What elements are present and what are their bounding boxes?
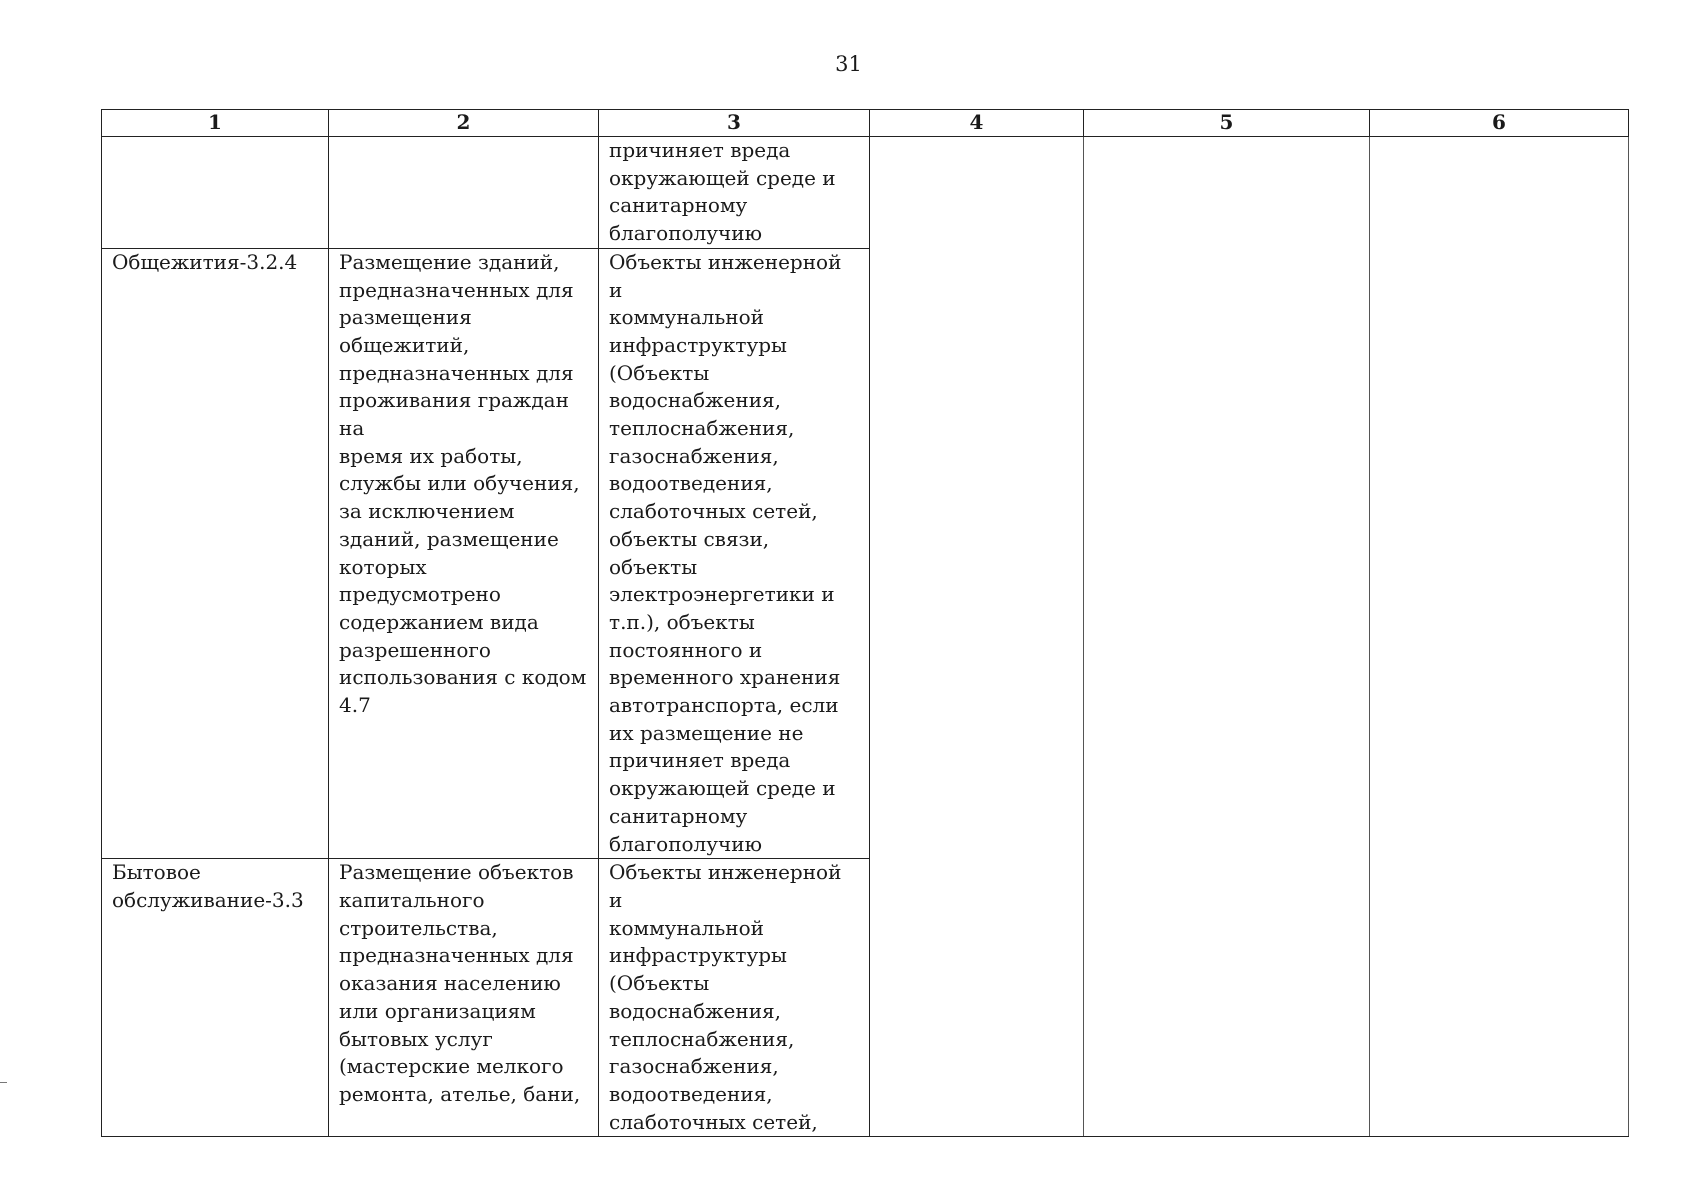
cell-text-line: (Объекты — [609, 360, 710, 385]
cell-text-line: постоянного и — [609, 637, 763, 662]
cell-text-line: Размещение объектов — [339, 860, 574, 885]
cell-text-line: капитального — [339, 887, 485, 912]
cell-text-line: санитарному — [609, 193, 748, 218]
cell-text-line: инфраструктуры — [609, 943, 787, 968]
cell-text-line: объекты связи, объекты — [609, 526, 770, 579]
cell-text-line: теплоснабжения, — [609, 416, 795, 441]
cell-text-line: водоотведения, — [609, 471, 773, 496]
cell-text-line: предназначенных для — [339, 943, 574, 968]
cell-text-line: общежитий, — [339, 332, 470, 357]
cell-text-line: (мастерские мелкого — [339, 1054, 564, 1079]
table-row — [102, 859, 1629, 1137]
header-col-5: 5 — [1084, 110, 1370, 137]
table-cell-col-2 — [329, 248, 599, 858]
cell-text-line: причиняет вреда — [609, 138, 791, 162]
cell-text-line: газоснабжения, — [609, 443, 779, 468]
cell-text-line: благополучию — [609, 831, 762, 856]
cell-text-line: за исключением — [339, 499, 515, 524]
table-cell-col-3 — [599, 248, 870, 858]
table-cell-col-1 — [102, 137, 329, 249]
cell-text-line: благополучию — [609, 221, 762, 246]
table-cell-col-4 — [870, 248, 1084, 858]
cell-text-line: газоснабжения, — [609, 1054, 779, 1079]
cell-text-line: предназначенных для — [339, 277, 574, 302]
cell-text-line: предназначенных для — [339, 360, 574, 385]
cell-text-line: использования с кодом — [339, 665, 587, 690]
cell-text-line: временного хранения — [609, 665, 841, 690]
cell-text-line: коммунальной — [609, 305, 764, 330]
table-cell-col-1 — [102, 859, 329, 1137]
page-number: 31 — [835, 52, 862, 76]
cell-text-line: зданий, размещение — [339, 526, 559, 551]
table-cell-col-6 — [1370, 137, 1629, 249]
cell-text-line: бытовых услуг — [339, 1026, 493, 1051]
table-cell-col-6 — [1370, 248, 1629, 858]
cell-text-line: слаботочных сетей, — [609, 1109, 818, 1134]
cell-text-line: строительства, — [339, 915, 498, 940]
cell-text-line: ремонта, ателье, бани, — [339, 1081, 581, 1106]
header-col-4: 4 — [870, 110, 1084, 137]
cell-text-line: размещения — [339, 305, 472, 330]
header-col-1: 1 — [102, 110, 329, 137]
header-col-2: 2 — [329, 110, 599, 137]
table-cell-col-5 — [1084, 859, 1370, 1137]
cell-text-line: время их работы, — [339, 443, 523, 468]
table-row — [102, 137, 1629, 249]
table-cell-col-6 — [1370, 859, 1629, 1137]
cell-text-line: водоснабжения, — [609, 388, 782, 413]
header-col-3: 3 — [599, 110, 870, 137]
cell-text-line: электроэнергетики и — [609, 582, 835, 607]
cell-text-line: Объекты инженерной и — [609, 249, 842, 302]
table-cell-col-4 — [870, 137, 1084, 249]
cell-text-line: водоотведения, — [609, 1081, 773, 1106]
cell-text-line: окружающей среде и — [609, 165, 836, 190]
cell-text-line: (Объекты — [609, 971, 710, 996]
cell-text-line: санитарному — [609, 803, 748, 828]
table-cell-col-2 — [329, 859, 599, 1137]
cell-text-line: содержанием вида — [339, 609, 539, 634]
cell-text-line: Размещение зданий, — [339, 249, 560, 274]
cell-text-line: инфраструктуры — [609, 332, 787, 357]
cell-text-line: Общежития-3.2.4 — [112, 249, 298, 274]
cell-text-line: слаботочных сетей, — [609, 499, 818, 524]
cell-text-line: оказания населению — [339, 971, 561, 996]
cell-text-line: обслуживание-3.3 — [112, 887, 304, 912]
cell-text-line: или организациям — [339, 998, 536, 1023]
land-use-table — [101, 109, 1629, 1137]
cell-text-line: службы или обучения, — [339, 471, 580, 496]
cell-text-line: т.п.), объекты — [609, 609, 755, 634]
table-cell-col-5 — [1084, 248, 1370, 858]
table-row — [102, 248, 1629, 858]
cell-text-line: которых предусмотрено — [339, 554, 501, 607]
table-cell-col-2 — [329, 137, 599, 249]
cell-text-line: проживания граждан на — [339, 388, 569, 441]
cell-text-line: коммунальной — [609, 915, 764, 940]
cell-text-line: Бытовое — [112, 860, 201, 885]
cell-text-line: окружающей среде и — [609, 776, 836, 801]
table-cell-col-4 — [870, 859, 1084, 1137]
cell-text-line: причиняет вреда — [609, 748, 791, 773]
cell-text-line: автотранспорта, если — [609, 693, 839, 718]
table-cell-col-5 — [1084, 137, 1370, 249]
header-col-6: 6 — [1370, 110, 1629, 137]
cell-text-line: водоснабжения, — [609, 998, 782, 1023]
cell-text-line: теплоснабжения, — [609, 1026, 795, 1051]
table-cell-col-3 — [599, 859, 870, 1137]
cell-text-line: Объекты инженерной и — [609, 860, 842, 912]
table-cell-col-1 — [102, 248, 329, 858]
scan-mark — [0, 1082, 7, 1083]
cell-text-line: разрешенного — [339, 637, 491, 662]
table-cell-col-3 — [599, 137, 870, 249]
cell-text-line: 4.7 — [339, 693, 371, 718]
header-row — [102, 110, 1629, 137]
cell-text-line: их размещение не — [609, 720, 804, 745]
